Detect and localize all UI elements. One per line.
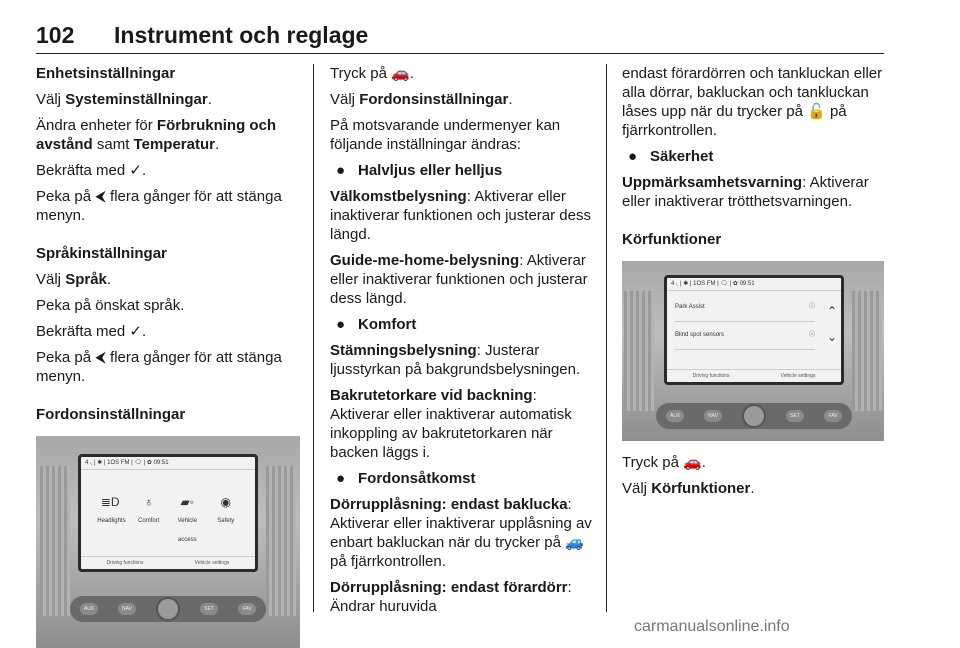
icon-label: Safety <box>217 518 235 524</box>
column-3 <box>622 64 886 505</box>
volume-knob <box>742 404 766 428</box>
menu-ref: Fordonsinställningar <box>359 91 509 108</box>
air-vent <box>40 466 70 616</box>
display-screen <box>664 275 844 385</box>
vehicle-heading: Fordonsinställningar <box>36 406 186 423</box>
item-desc <box>330 495 596 571</box>
icon-label: Vehicle access <box>177 518 197 543</box>
air-vent <box>624 291 654 411</box>
nav-key: NAV <box>118 603 136 615</box>
term: Stämningsbelysning <box>330 342 477 359</box>
text: . <box>207 91 212 108</box>
watermark: carmanualsonline.info <box>634 618 790 635</box>
list-item <box>330 469 596 488</box>
list-item <box>330 315 596 334</box>
footer-tab: Driving functions <box>106 559 144 566</box>
text: Ändra enheter för <box>36 117 157 134</box>
vehicle-access-icon: ▰◦ Vehicle access <box>177 495 197 543</box>
intro-text: På motsvarande undermenyer kan följande inställningar ändras: <box>330 117 561 153</box>
term: Bakrutetorkare vid backning <box>330 387 533 404</box>
item-title: Halvljus eller helljus <box>358 162 503 179</box>
bullet: ● <box>336 470 346 487</box>
term: Välkomstbelysning <box>330 188 467 205</box>
text: : Aktiverar eller inaktiverar trötthetsvarningen. <box>622 174 869 210</box>
bullet: ● <box>336 316 346 333</box>
info-icon: ⓘ <box>808 332 815 338</box>
list-item <box>330 161 596 180</box>
icon-label: Comfort <box>138 518 160 524</box>
comfort-icon: ♁ Comfort <box>138 495 160 524</box>
text: . <box>508 91 513 108</box>
list-item <box>622 147 886 166</box>
text: : Aktiverar eller inaktiverar funktionen och justerar dess längd. <box>330 188 591 243</box>
menu-ref: Förbrukning och avstånd <box>36 117 277 153</box>
term: Guide-me-home-belysning <box>330 252 520 269</box>
page-number: 102 <box>36 22 75 48</box>
text: samt <box>92 136 134 153</box>
text: Välj <box>330 91 360 108</box>
column-1 <box>36 64 302 648</box>
menu-ref: Språk <box>65 271 107 288</box>
volume-knob <box>156 597 180 621</box>
text: : Aktiverar eller inaktiverar funktionen och justerar dess längd. <box>330 252 588 307</box>
text: Välj <box>36 91 66 108</box>
item-desc-cont: endast förardörren och tankluckan eller alla dörrar, bakluckan och tankluckan låses upp när du trycker på 🔓 på fjärrkontrollen. <box>622 65 883 139</box>
item-title: Komfort <box>358 316 417 333</box>
text: : Aktiverar eller inaktiverar upplåsning av enbart bakluckan när du trycker på 🚙 på fjärrkontrollen. <box>330 496 592 570</box>
chevron-up-icon: ⌃ <box>826 304 837 318</box>
scroll-arrows <box>827 298 837 350</box>
row-label: Blind spot sensors <box>675 332 725 338</box>
term: Uppmärksamhetsvarning <box>622 174 803 191</box>
page-title: Instrument och reglage <box>114 22 369 48</box>
text: . <box>750 480 755 497</box>
term: Dörrupplåsning: endast baklucka <box>330 496 568 513</box>
confirm-line: Bekräfta med ✓. <box>36 162 147 179</box>
item-desc <box>622 173 886 211</box>
text: . <box>214 136 220 153</box>
settings-icons <box>91 493 245 550</box>
unit-change <box>36 116 302 154</box>
list-item <box>675 294 815 322</box>
item-desc <box>330 578 596 616</box>
text: : Aktiverar eller inaktiverar automatisk inkoppling av bakrutetorkaren när backen läggs i. <box>330 387 572 461</box>
air-vent <box>266 466 296 616</box>
footer-tab: Driving functions <box>692 372 730 379</box>
settings-rows <box>675 294 815 350</box>
term: Dörrupplåsning: endast förardörr <box>330 579 568 596</box>
column-2 <box>330 64 596 623</box>
fav-key: FAV <box>238 603 256 615</box>
control-panel <box>70 596 266 622</box>
text: : Justerar ljusstyrkan på bakgrundsbelysningen. <box>330 342 581 378</box>
safety-icon: ◉ Safety <box>217 495 235 524</box>
item-desc <box>330 187 596 244</box>
lane-heading: Körfunktioner <box>622 231 722 248</box>
chevron-down-icon: ⌄ <box>826 330 837 344</box>
unit-heading: Enhetsinställningar <box>36 65 176 82</box>
text: : Ändrar huruvida <box>330 579 572 615</box>
icon-label: Headlights <box>97 518 126 524</box>
item-desc <box>330 386 596 462</box>
item-desc <box>330 341 596 379</box>
menu-ref: Körfunktioner <box>651 480 751 497</box>
bullet: ● <box>336 162 346 179</box>
language-select <box>36 270 302 289</box>
row-label: Park Assist <box>675 304 705 310</box>
text: Välj <box>36 271 66 288</box>
set-key: SET <box>786 410 804 422</box>
back-line: Peka på ⮜ flera gånger för att stänga menyn. <box>36 188 282 224</box>
nav-key: NAV <box>704 410 722 422</box>
display-screen <box>78 454 258 572</box>
infotainment-photo-driving-functions <box>622 261 884 441</box>
screen-footer <box>667 369 841 382</box>
item-title: Säkerhet <box>650 148 714 165</box>
page-header <box>36 22 884 52</box>
footer-tab: Vehicle settings <box>194 559 230 566</box>
header-rule <box>36 53 884 54</box>
status-bar: 4 ◟ | ✱ | 1OS FM | 🗨 | ✿ 09:51 <box>667 278 841 291</box>
aux-key: AUX <box>80 603 98 615</box>
back-line: Peka på ⮜ flera gånger för att stänga menyn. <box>36 349 282 385</box>
tap-line: Tryck på 🚗. <box>330 65 414 82</box>
item-title: Fordonsåtkomst <box>358 470 476 487</box>
air-vent <box>852 291 882 411</box>
headlights-icon: ≣D Headlights <box>97 495 126 524</box>
footer-tab: Vehicle settings <box>780 372 816 379</box>
menu-ref: Systeminställningar <box>65 91 208 108</box>
text: . <box>106 271 112 288</box>
language-heading: Språkinställningar <box>36 245 167 262</box>
infotainment-photo-vehicle-settings <box>36 436 300 648</box>
bullet: ● <box>628 148 638 165</box>
fav-key: FAV <box>824 410 842 422</box>
menu-ref: Temperatur <box>133 136 215 153</box>
list-item <box>675 322 815 350</box>
confirm-line: Bekräfta med ✓. <box>36 323 147 340</box>
control-panel <box>656 403 852 429</box>
unit-select <box>36 90 302 109</box>
item-desc <box>330 251 596 308</box>
status-bar: 4 ◟ | ✱ | 1OS FM | 🗨 | ✿ 09:51 <box>81 457 255 470</box>
screen-footer <box>81 556 255 569</box>
select-line <box>330 90 596 109</box>
info-icon: ⓘ <box>808 304 815 310</box>
tap-line: Tryck på 🚗. <box>622 454 706 471</box>
column-divider-2 <box>606 64 607 612</box>
aux-key: AUX <box>666 410 684 422</box>
language-pick: Peka på önskat språk. <box>36 297 185 314</box>
text: Välj <box>622 480 652 497</box>
column-divider-1 <box>313 64 314 612</box>
select-line <box>622 479 886 498</box>
set-key: SET <box>200 603 218 615</box>
